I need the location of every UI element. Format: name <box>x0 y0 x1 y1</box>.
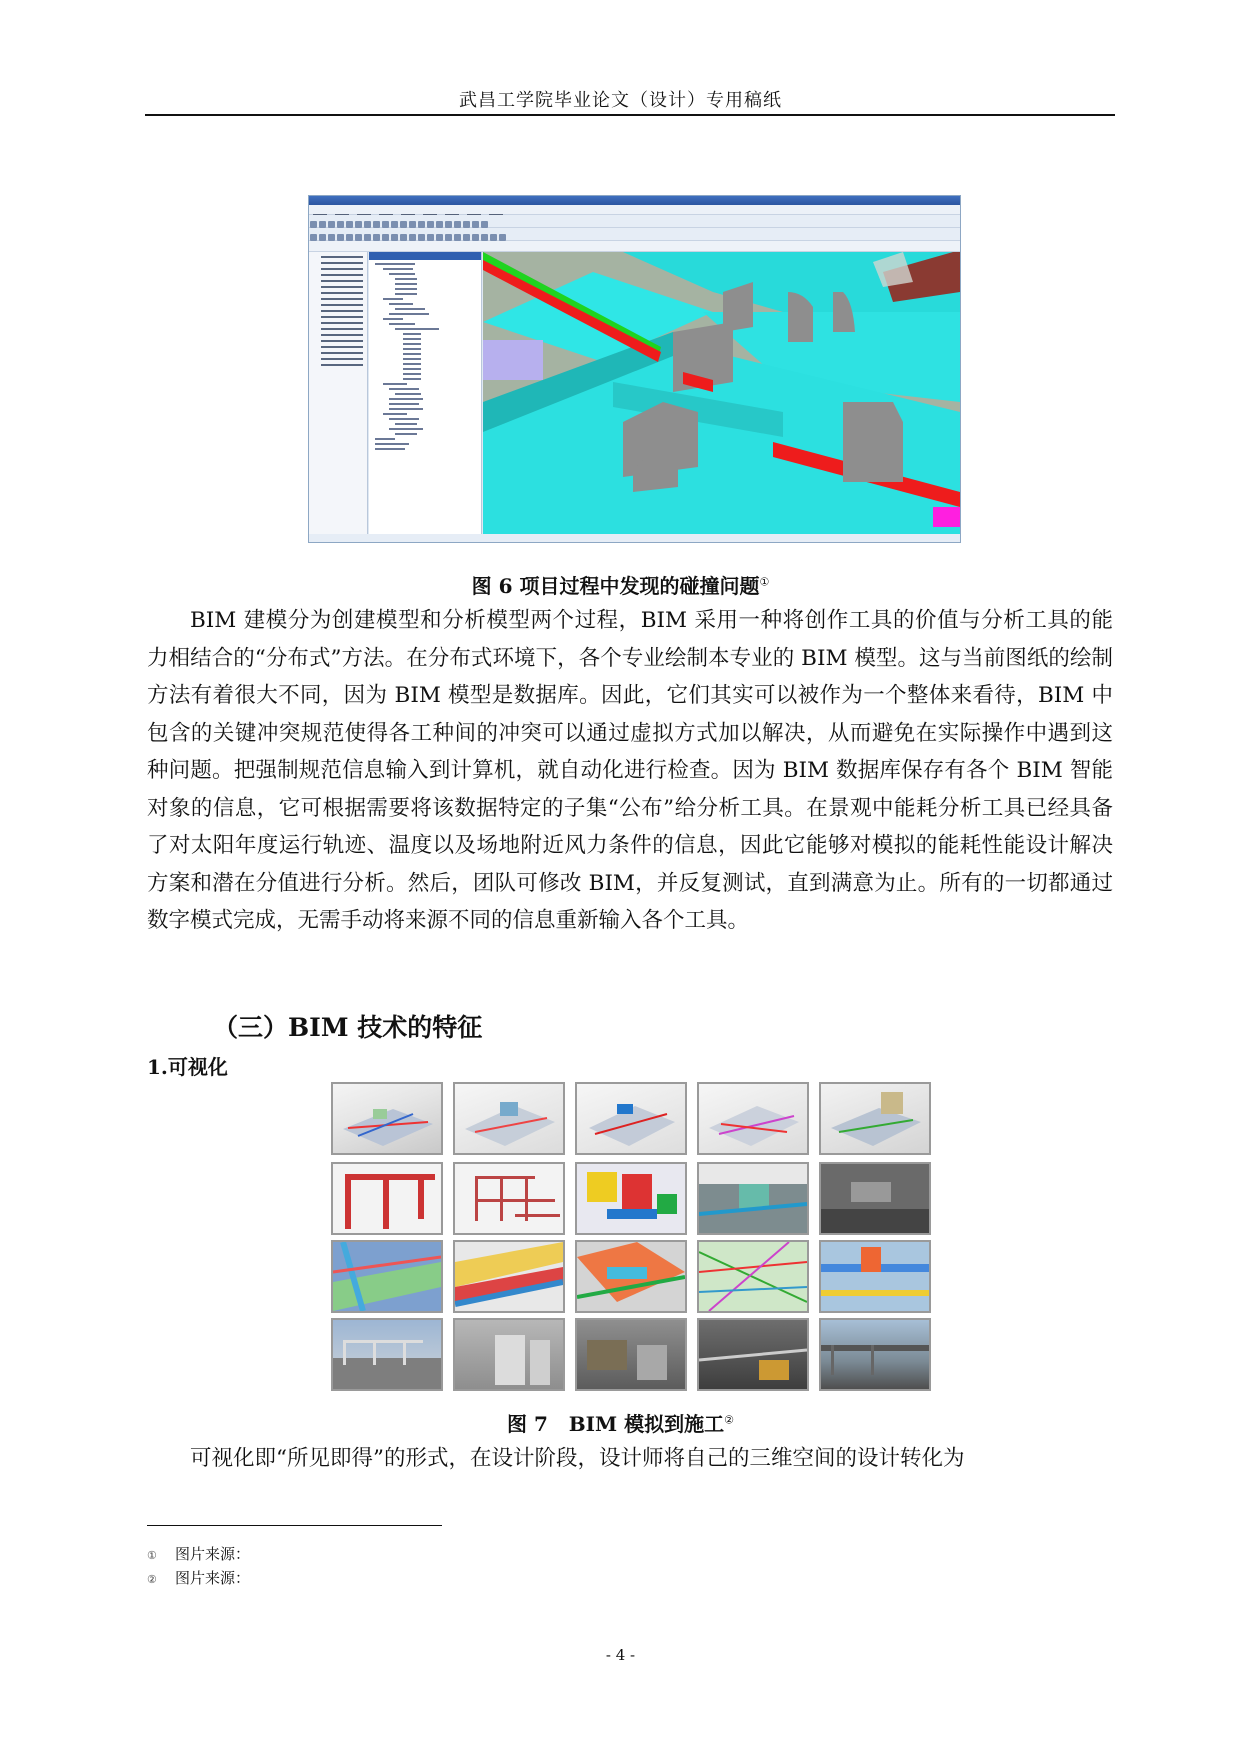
app-toolbar-2 <box>309 228 960 241</box>
figure-7-caption <box>0 1408 1241 1437</box>
page-number: - 4 - <box>605 1646 636 1664</box>
body-paragraph-1 <box>147 602 1113 940</box>
thumbnail-coordination-2 <box>453 1240 565 1313</box>
thumbnail-coordination-3 <box>575 1240 687 1313</box>
thumbnail-model-3 <box>575 1082 687 1155</box>
thumbnail-installation-1 <box>697 1162 809 1235</box>
app-toolbar-3 <box>309 241 960 252</box>
footnote-1-text: 图片来源： <box>175 1545 251 1563</box>
footnote-2-mark: ② <box>147 1573 157 1586</box>
app-toolbar <box>309 215 960 228</box>
thumbnail-site-photo-1 <box>331 1318 443 1391</box>
app-statusbar <box>309 534 960 542</box>
thumbnail-pipe-fittings <box>575 1162 687 1235</box>
thumbnail-site-photo-5 <box>819 1318 931 1391</box>
paragraph-2-text: 可视化即“所见即得”的形式，在设计阶段，设计师将自己的三维空间的设计转化为 <box>190 1446 965 1471</box>
thumbnail-model-4 <box>697 1082 809 1155</box>
figure-7-image-grid <box>331 1082 929 1395</box>
figure-6-note-mark: ① <box>759 575 770 589</box>
thumbnail-model-5 <box>819 1082 931 1155</box>
project-browser-tree <box>369 252 482 534</box>
thumbnail-model-1 <box>331 1082 443 1155</box>
section-heading: （三）BIM 技术的特征 <box>213 1013 483 1042</box>
thumbnail-model-2 <box>453 1082 565 1155</box>
thumbnail-steel-frame-2 <box>453 1162 565 1235</box>
3d-model-view <box>483 252 960 534</box>
body-paragraph-2 <box>147 1440 1113 1478</box>
thumbnail-coordination-5 <box>819 1240 931 1313</box>
thumbnail-coordination-4 <box>697 1240 809 1313</box>
figure-6-caption <box>0 570 1241 599</box>
app-titlebar <box>309 196 960 205</box>
thumbnail-coordination-1 <box>331 1240 443 1313</box>
figure-6-title: 项目过程中发现的碰撞问题 <box>519 574 760 598</box>
figure-7-label: 图 7 <box>506 1412 548 1436</box>
footnote-rule <box>147 1525 442 1526</box>
sub-heading: 1.可视化 <box>147 1055 228 1079</box>
footnote-1-mark: ① <box>147 1549 157 1562</box>
footnote-2 <box>147 1567 250 1588</box>
footnote-1 <box>147 1543 250 1564</box>
figure-7-note-mark: ② <box>724 1413 735 1427</box>
footnote-2-text: 图片来源： <box>175 1569 251 1587</box>
figure-6-label: 图 6 <box>471 574 513 598</box>
design-bar-panel <box>309 252 368 534</box>
paragraph-1-text: BIM 建模分为创建模型和分析模型两个过程，BIM 采用一种将创作工具的价值与分析工具的能力相结合的“分布式”方法。在分布式环境下，各个专业绘制本专业的 BIM 模型。这与当前图纸的绘制方法有着很大不同，因为 BIM 模型是数据库。因此，它们其实可以被作为一个整体来看待，BIM 中包含的关键冲突规范使得各工种间的冲突可以通过虚拟方式加以解决，从而避免在实际操作中遇到这种问题。把强制规范信息输入到计算机，就自动化进行检查。因为 BIM 数据库保存有各个 BIM 智能对象的信息，它可根据需要将该数据特定的子集“公布”给分析工具。在景观中能耗分析工具已经具备了对太阳年度运行轨迹、温度以及场地附近风力条件的信息，因此它能够对模拟的能耗性能设计解决方案和潜在分值进行分析。然后，团队可修改 BIM，并反复测试，直到满意为止。所有的一切都通过数字模式完成，无需手动将来源不同的信息重新输入各个工具。 <box>147 608 1113 933</box>
figure-6-screenshot <box>308 195 961 543</box>
thumbnail-site-photo-3 <box>575 1318 687 1391</box>
header-rule <box>145 114 1115 116</box>
thumbnail-site-photo-4 <box>697 1318 809 1391</box>
thumbnail-steel-frame-1 <box>331 1162 443 1235</box>
header-title: 武昌工学院毕业论文（设计）专用稿纸 <box>459 90 782 111</box>
thumbnail-site-photo-2 <box>453 1318 565 1391</box>
thumbnail-installation-2 <box>819 1162 931 1235</box>
app-menubar <box>309 205 960 215</box>
figure-7-title: BIM 模拟到施工 <box>568 1412 725 1436</box>
